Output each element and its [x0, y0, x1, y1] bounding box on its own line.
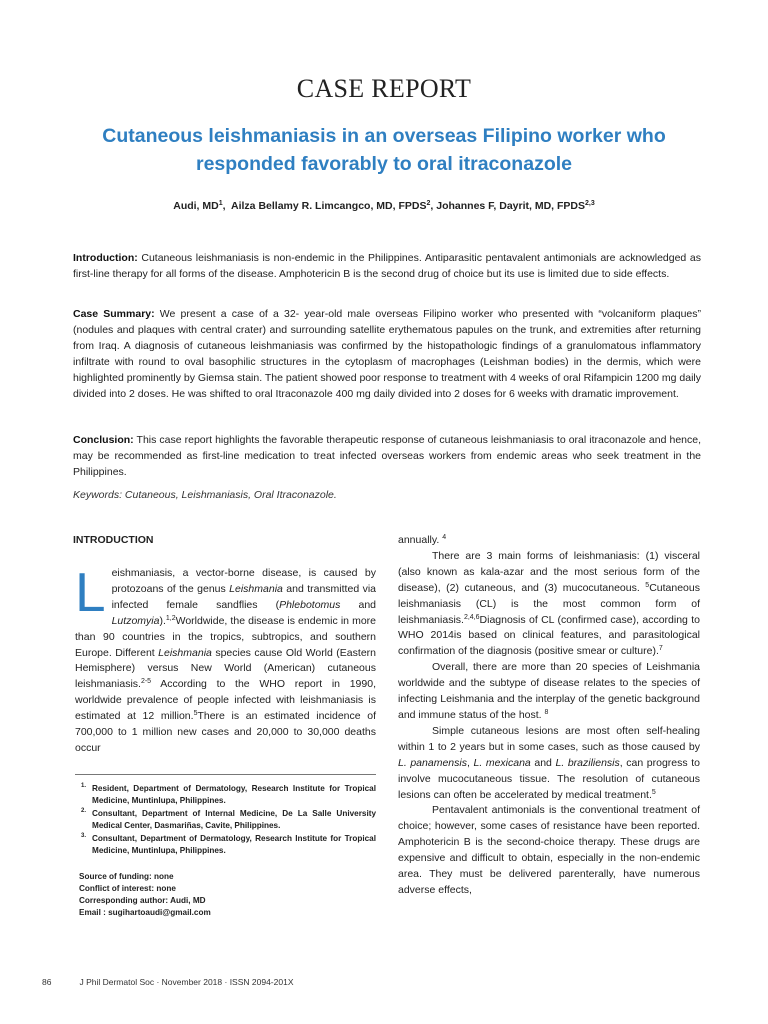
abstract-intro-label: Introduction: — [73, 252, 138, 264]
genus-name: Leishmania — [158, 646, 212, 659]
article-title: Cutaneous leishmaniasis in an overseas Filipino worker who responded favorably to oral itraconazole — [102, 125, 666, 175]
text-run: Worldwide, the disease is endemic in more than 90 countries in the tropics, subtropics, and southern Europe. Different — [75, 614, 376, 659]
page-footer — [42, 977, 321, 987]
paragraph — [398, 533, 700, 549]
left-column — [75, 561, 377, 757]
author-1: Audi, MD — [173, 200, 219, 212]
text-run: ). — [159, 614, 166, 627]
species-name: L. panamensis — [398, 756, 467, 769]
text-run: and — [530, 756, 556, 769]
text-run: eishmaniasis, a vector-borne disease, is caused by protozoans of the genus — [111, 567, 376, 595]
genus-name: Phlebotomus — [279, 598, 341, 611]
text-run: , — [466, 756, 474, 769]
text-run: There are 3 main forms of leishmaniasis: (1) visceral (also known as kala-azar and the most serious form of the disease), (2) cutaneous, and (3) mucocutaneous. — [398, 549, 700, 594]
footnote-text: Resident, Department of Dermatology, Research Institute for Tropical Medicine, Muntinlupa, Philippines. — [92, 784, 376, 805]
paragraph — [398, 803, 700, 898]
keywords: Keywords: Cutaneous, Leishmaniasis, Oral Itraconazole. — [73, 489, 337, 501]
text-run: , can progress to involve mucocutaneous tissue. The resolution of cutaneous lesions can often be accelerated by medical treatment. — [398, 756, 700, 801]
citation: 7 — [658, 645, 663, 653]
author-3: Johannes F, Dayrit, MD, FPDS — [436, 200, 586, 212]
footnote — [75, 783, 376, 807]
text-run: Pentavalent antimonials is the conventional treatment of choice; however, some cases of resistance have been reported. Amphotericin B is the second-choice therapy. These drugs are expensive and difficult to obtain, especially in the non-endemic area. They must be delivered parenterally, have numerous adverse effects, — [398, 804, 700, 896]
citation: 5 — [651, 788, 656, 796]
section-header: CASE REPORT — [296, 74, 472, 103]
species-name: L. mexicana — [473, 756, 531, 769]
author-2: Ailza Bellamy R. Limcangco, MD, FPDS — [231, 200, 427, 212]
footnote — [75, 833, 376, 857]
abstract-summary-label: Case Summary: — [73, 308, 155, 320]
text-run: Simple cutaneous lesions are most often self-healing within 1 to 2 years but in some cases, such as those caused by — [398, 724, 700, 753]
author-3-affiliation: 2,3 — [585, 200, 595, 207]
footnote-number: 2. — [81, 808, 87, 814]
right-column — [398, 533, 700, 899]
paragraph — [398, 549, 700, 660]
footnote-text: Consultant, Department of Internal Medicine, De La Salle University Medical Center, Dasmariñas, Cavite, Philippines. — [92, 809, 376, 830]
text-run: annually. — [398, 534, 440, 546]
footnote-number: 3. — [81, 833, 87, 839]
intro-paragraph — [75, 561, 377, 757]
funding-line: Source of funding: none — [79, 872, 174, 881]
page-number: 86 — [42, 977, 52, 987]
citation: 4 — [442, 534, 447, 541]
text-run: and — [340, 598, 376, 611]
genus-name: Leishmania — [229, 582, 283, 595]
abstract-summary-text: We present a case of a 32- year-old male overseas Filipino worker who presented with “volcaniform plaques” (nodules and plaques with central crater) and surrounding satellite erythematous papules on the trunk, and extremities after returning from Iraq. A diagnosis of cutaneous leishmaniasis was confirmed by the histopathologic findings of a granulomatous inflammatory infiltrate with round to oval basophilic structures in the cytoplasm of macrophages (Leishman bodies) in the dermis, which were highlighted prominently by Giemsa stain. The patient showed poor response to treatment with 4 weeks of oral Rifampicin 1200 mg daily divided into 2 doses. He was shifted to oral Itraconazole 400 mg daily divided into 2 doses for 6 weeks with dramatic improvement. — [73, 308, 701, 400]
genus-name: Lutzomyia — [111, 614, 160, 627]
citation: 1,2 — [165, 614, 176, 622]
paragraph — [398, 724, 700, 804]
abstract-case-summary — [73, 306, 701, 402]
journal-citation: J Phil Dermatol Soc · November 2018 · ISSN 2094-201X — [79, 977, 294, 987]
paragraph — [398, 660, 700, 724]
text-run: Overall, there are more than 20 species of Leishmania worldwide and the subtype of disease relates to the species of infecting Leishmania and the interplay of the genetic background and immune status of the host. — [398, 661, 700, 721]
citation: 8 — [544, 708, 549, 716]
author-line: Audi, $MD^1$, Ailza Bellamy R. Limcangco, MD, FPDS$^2$, Johannes F, Dayrit, MD, FPDS$^{2,3}$ — [173, 200, 595, 212]
text-run: Cutaneous leishmaniasis (CL) is the most common form of leishmaniasis. — [398, 581, 700, 626]
text-run: There is an estimated incidence of 700,000 to 1 million new cases and 20,000 to 30,000 deaths occur — [75, 710, 377, 754]
footnote-text: Consultant, Department of Dermatology, Research Institute for Tropical Medicine, Muntinlupa, Philippines. — [92, 834, 376, 855]
author-1-affiliation: 1 — [218, 200, 223, 207]
drop-cap: L — [75, 561, 106, 623]
affiliation-footnotes — [75, 783, 376, 858]
footnote-number: 1. — [81, 783, 87, 789]
author-2-affiliation: 2 — [426, 200, 431, 207]
email-line: Email : sugihartoaudi@gmail.com — [79, 908, 211, 917]
text-run: Diagnosis of CL (confirmed case), according to WHO 2014is based on clinical features, and parasitological confirmation of the diagnosis (positive smear or culture). — [398, 613, 700, 658]
text-run: According to the WHO report in 1990, worldwide prevalence of people infected with leishmaniasis is estimated at 12 million. — [75, 678, 376, 723]
species-name: L. braziliensis — [555, 756, 620, 769]
abstract-conclusion — [73, 432, 701, 480]
footnote-divider — [75, 774, 376, 775]
text-run: and transmitted via infected female sandflies ( — [111, 582, 376, 611]
citation: 2,4,6 — [463, 613, 480, 621]
abstract-introduction — [73, 250, 701, 282]
abstract-conclusion-label: Conclusion: — [73, 434, 134, 446]
citation: 2-5 — [140, 678, 152, 686]
introduction-heading: INTRODUCTION — [73, 534, 154, 546]
citation: 5 — [193, 710, 198, 718]
article-meta — [79, 871, 379, 919]
text-run: species cause Old World (Eastern Hemisphere) versus New World (American) cutaneous leishmaniasis. — [75, 646, 376, 691]
conflict-line: Conflict of interest: none — [79, 884, 176, 893]
footnote — [75, 808, 376, 832]
abstract-conclusion-text: This case report highlights the favorable therapeutic response of cutaneous leishmaniasis to oral itraconazole and hence, may be recommended as first-line medication to treat infected overseas workers from endemic areas who seek treatment in the Philippines. — [73, 434, 702, 478]
corresponding-author-line: Corresponding author: Audi, MD — [79, 896, 206, 905]
citation: 5 — [645, 581, 650, 589]
abstract-intro-text: Cutaneous leishmaniasis is non-endemic in the Philippines. Antiparasitic pentavalent antimonials are acknowledged as first-line therapy for all forms of the disease. Amphotericin B is the second drug of choice but its use is limited due to side effects. — [73, 252, 701, 280]
